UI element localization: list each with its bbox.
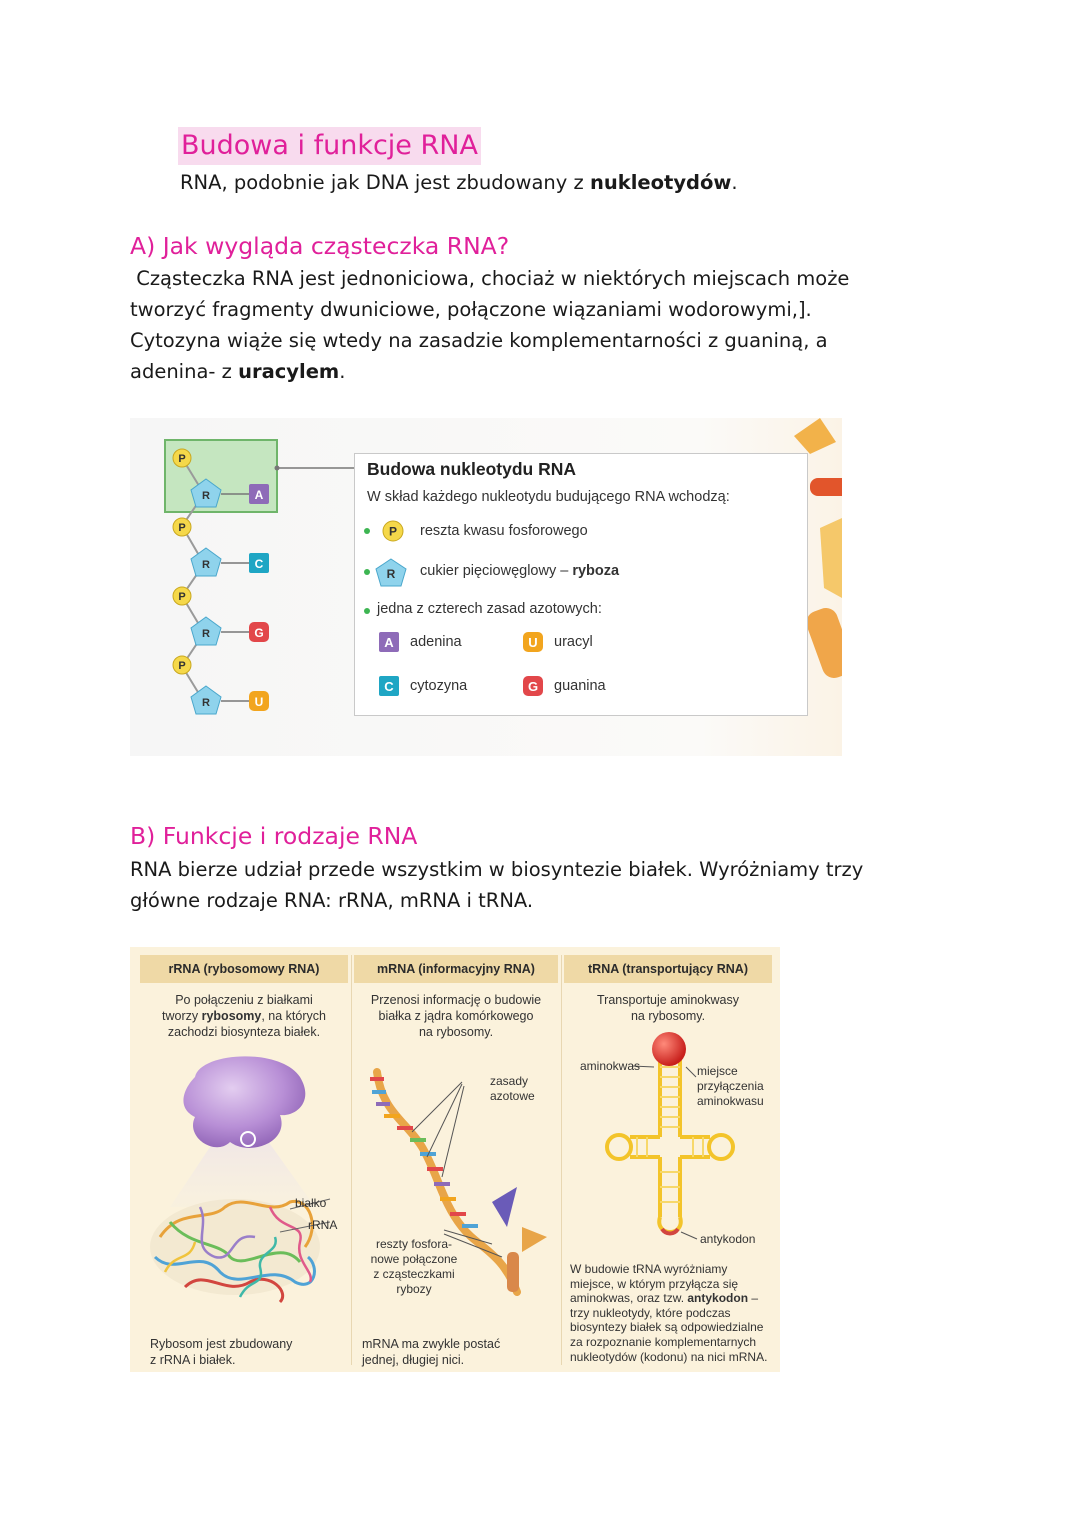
mrna-foot-line: jednej, długiej nici.	[362, 1353, 465, 1367]
trna-foot-line: za rozpoznanie komplementarnych	[570, 1334, 757, 1349]
section-a-line	[130, 356, 950, 387]
trna-desc-line: Transportuje aminokwasy	[597, 993, 739, 1007]
bases-pointer	[442, 1086, 464, 1177]
intro-bold-term: nukleotydów	[589, 171, 732, 194]
trna-description	[564, 992, 772, 1024]
bases-label	[490, 1074, 535, 1104]
svg-text:R: R	[386, 567, 396, 581]
trna-footnote	[570, 1262, 767, 1364]
ribose-label-bold: ryboza	[572, 563, 620, 579]
intro-end: .	[731, 171, 738, 194]
trna-foot-bold: antykodon	[687, 1291, 749, 1306]
site-pointer	[686, 1067, 696, 1077]
ribose-label-text: cukier pięciowęglowy –	[420, 563, 573, 579]
rrna-desc-text: tworzy	[162, 1009, 202, 1023]
rrna-header: rRNA (rybosomowy RNA)	[140, 955, 348, 983]
ribose-symbol: R	[202, 559, 210, 571]
cytosine-icon	[379, 676, 401, 698]
legend-title: Budowa nukleotydu RNA	[367, 459, 577, 479]
phosphate-label: reszta kwasu fosforowego	[420, 523, 588, 539]
trna-rungs	[637, 1067, 703, 1202]
section-b-paragraph	[130, 854, 950, 916]
intro-paragraph	[180, 167, 738, 198]
uracil-icon	[523, 632, 545, 654]
rrna-description	[140, 992, 348, 1040]
svg-text:P: P	[388, 524, 398, 539]
chain-nucleotide	[173, 656, 269, 714]
connector-dot	[275, 466, 280, 471]
adenine-label: adenina	[410, 634, 462, 650]
mrna-footnote	[362, 1336, 500, 1368]
base-symbol: U	[254, 695, 264, 709]
uracil-label: uracyl	[554, 634, 593, 650]
section-a-line: tworzyć fragmenty dwuniciowe, połączone wiązaniami wodorowymi,].	[130, 298, 812, 321]
base-symbol: A	[254, 488, 264, 502]
rrna-footnote	[150, 1336, 292, 1368]
bullet-icon	[361, 604, 375, 618]
phosphate-label-line: reszty fosfora-	[375, 1237, 453, 1251]
rrna-desc-line: Po połączeniu z białkami	[175, 993, 313, 1007]
intro-text: RNA, podobnie jak DNA jest zbudowany z	[180, 171, 590, 194]
bases-label-line: azotowe	[490, 1089, 535, 1103]
mrna-base-3d	[492, 1187, 517, 1227]
legend-subtitle: W skład każdego nukleotydu budującego RNA wchodzą:	[367, 489, 730, 505]
rrna-label: rRNA	[308, 1218, 338, 1232]
anticodon-label: antykodon	[700, 1232, 756, 1246]
amino-acid-label: aminokwas	[580, 1059, 641, 1073]
section-a-line: Cząsteczka RNA jest jednoniciowa, chociaż w niektórych miejscach może	[130, 267, 850, 290]
rrna-desc-line: zachodzi biosynteza białek.	[167, 1025, 321, 1039]
ribose-symbol: R	[202, 628, 210, 640]
rrna-foot-line: Rybosom jest zbudowany	[150, 1337, 293, 1351]
rrna-desc-bold: rybosomy	[201, 1009, 262, 1023]
chain-nucleotide	[173, 587, 269, 645]
trna-foot-line: trzy nukleotydy, które podczas	[570, 1305, 731, 1320]
rrna-desc-line	[140, 1008, 348, 1024]
page-title: Budowa i funkcje RNA	[178, 127, 481, 165]
guanine-label: guanina	[554, 678, 606, 694]
decor-shape	[794, 418, 836, 454]
base-symbol: G	[254, 626, 264, 640]
ribosome-molecular-model	[150, 1199, 320, 1302]
section-a-text: adenina- z	[130, 360, 239, 383]
legend-box	[354, 453, 808, 716]
adenine-icon	[379, 632, 401, 654]
mrna-foot-line: mRNA ma zwykle postać	[362, 1337, 501, 1351]
bases-label-line: zasady	[490, 1074, 529, 1088]
phosphate-label	[368, 1237, 460, 1297]
decor-shape	[803, 605, 842, 682]
phosphate-label-line: rybozy	[396, 1282, 432, 1296]
svg-text:A: A	[384, 635, 394, 650]
phosphate-label-line: nowe połączone	[370, 1252, 458, 1266]
trna-foot-line: W budowie tRNA wyróżniamy	[570, 1262, 728, 1276]
ribosome-illustration	[130, 1047, 352, 1337]
site-label-line: przyłączenia	[697, 1079, 764, 1093]
ribose-label	[420, 563, 619, 579]
svg-text:U: U	[528, 635, 538, 650]
phosphate-symbol: P	[178, 453, 186, 465]
svg-text:G: G	[527, 679, 539, 694]
mrna-desc-line: Przenosi informację o budowie	[370, 993, 542, 1007]
mrna-desc-line: na rybosomy.	[418, 1025, 494, 1039]
mrna-base-3d	[522, 1227, 547, 1252]
rna-types-figure	[130, 947, 780, 1372]
ribose-symbol: R	[202, 490, 210, 502]
rrna-foot-line: z rRNA i białek.	[150, 1353, 236, 1367]
trna-foot-line: nukleotydów (kodonu) na nici mRNA.	[570, 1349, 768, 1364]
phosphate-symbol: P	[178, 591, 186, 603]
anticodon-pointer	[681, 1232, 697, 1239]
attachment-site-label	[697, 1064, 764, 1109]
chain-nucleotide	[173, 518, 269, 576]
mrna-header: mRNA (informacyjny RNA)	[354, 955, 558, 983]
phosphate-label-line: z cząsteczkami	[373, 1267, 455, 1281]
section-b-line: główne rodzaje RNA: rRNA, mRNA i tRNA.	[130, 889, 534, 912]
section-b-heading: B) Funkcje i rodzaje RNA	[130, 822, 418, 850]
amino-acid-sphere	[652, 1032, 686, 1066]
mrna-desc-line: białka z jądra komórkowego	[378, 1009, 534, 1023]
base-symbol: C	[254, 557, 264, 571]
section-a-paragraph	[130, 263, 950, 387]
section-b-line: RNA bierze udział przede wszystkim w biosyntezie białek. Wyróżniamy trzy	[130, 858, 864, 881]
trna-foot-line: biosyntezy białek są odpowiedzialne	[570, 1320, 764, 1335]
section-a-bold-term: uracylem	[238, 360, 340, 383]
protein-label: białko	[295, 1196, 327, 1210]
section-a-line: Cytozyna wiąże się wtedy na zasadzie komplementarności z guaniną, a	[130, 329, 828, 352]
site-label-line: aminokwasu	[697, 1094, 764, 1108]
nucleotide-figure	[130, 418, 842, 756]
trna-foot-text: aminokwas, oraz tzw.	[570, 1291, 688, 1306]
decor-shape	[820, 518, 842, 598]
site-label-line: miejsce	[697, 1064, 738, 1078]
trna-foot-text: –	[748, 1291, 759, 1306]
svg-text:C: C	[384, 679, 394, 694]
trna-header: tRNA (transportujący RNA)	[564, 955, 772, 983]
trna-foot-line	[570, 1291, 767, 1306]
section-a-heading: A) Jak wygląda cząsteczka RNA?	[130, 232, 510, 260]
ribose-symbol: R	[202, 697, 210, 709]
trna-foot-line: miejsce, w którym przyłącza się	[570, 1276, 739, 1291]
cytosine-label: cytozyna	[410, 678, 468, 694]
bases-heading: jedna z czterech zasad azotowych:	[377, 601, 602, 617]
decor-shape	[810, 478, 842, 496]
phosphate-legend-icon	[361, 518, 421, 548]
mrna-description	[354, 992, 558, 1040]
rrna-desc-text: , na których	[261, 1009, 326, 1023]
trna-desc-line: na rybosomy.	[630, 1009, 706, 1023]
bases-pointer	[427, 1084, 462, 1157]
mrna-base-3d	[507, 1252, 519, 1292]
ribose-legend-icon	[361, 557, 425, 589]
phosphate-symbol: P	[178, 522, 186, 534]
guanine-icon	[523, 676, 545, 698]
phosphate-symbol: P	[178, 660, 186, 672]
section-a-end: .	[339, 360, 346, 383]
